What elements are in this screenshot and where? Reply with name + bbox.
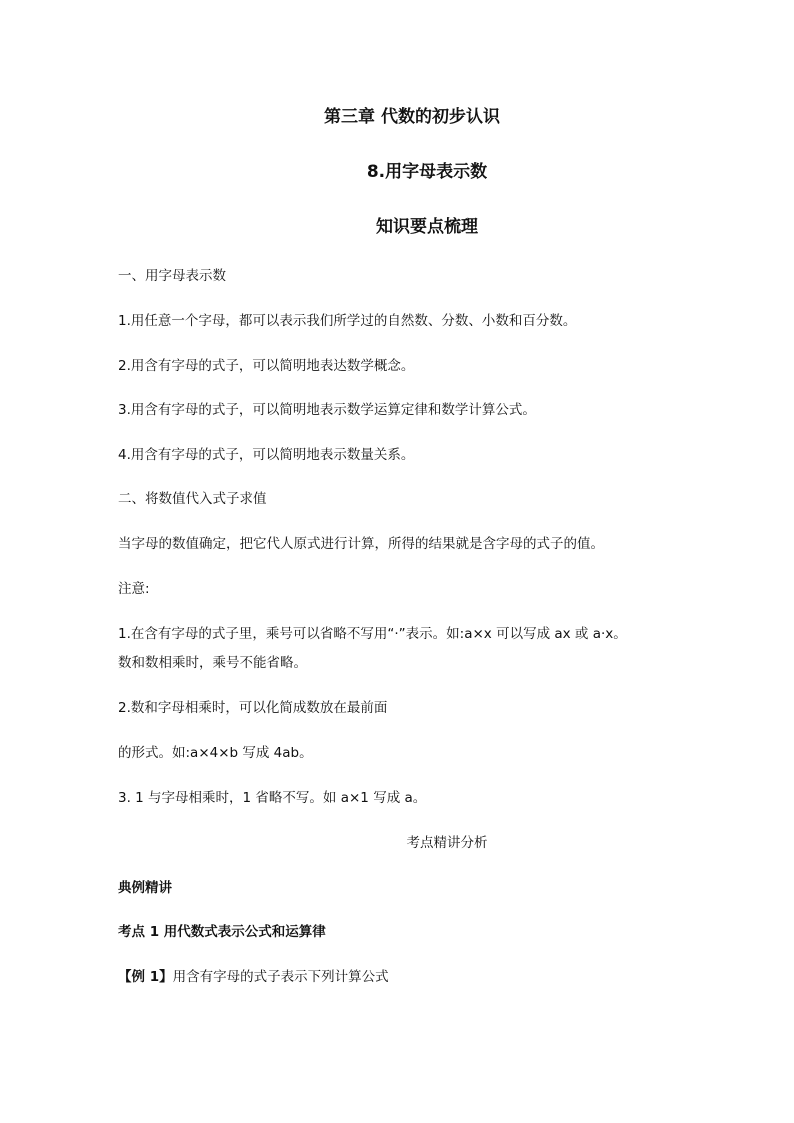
subsection-title: 知识要点梳理 [376,217,478,237]
part1-heading: 一、用字母表示数 [118,268,226,284]
example-1 [118,968,389,986]
part2-heading: 二、将数值代入式子求值 [118,491,267,507]
part1-item-2: 2.用含有字母的式子，可以简明地表达数学概念。 [118,358,415,374]
notes-label: 注意: [118,581,150,597]
part1-item-1: 1.用任意一个字母，都可以表示我们所学过的自然数、分数、小数和百分数。 [118,313,577,329]
example-1-text: 用含有字母的式子表示下列计算公式 [172,969,389,985]
knowledge-point-title: 考点 1 用代数式表示公式和运算律 [118,924,326,940]
example-section-heading: 典例精讲 [118,880,172,896]
part1-item-4: 4.用含有字母的式子，可以简明地表示数量关系。 [118,447,415,463]
analysis-title: 考点精讲分析 [406,835,488,851]
note-3: 3. 1 与字母相乘时，1 省略不写。如 a×1 写成 a。 [118,790,427,806]
section-title: 8.用字母表示数 [366,162,488,182]
part2-text: 当字母的数值确定，把它代人原式进行计算，所得的结果就是含字母的式子的值。 [118,536,604,552]
note-1-line-2: 数和数相乘时，乘号不能省略。 [118,655,307,671]
part1-item-3: 3.用含有字母的式子，可以简明地表示数学运算定律和数学计算公式。 [118,402,536,418]
note-2-line-1: 2.数和字母相乘时，可以化简成数放在最前面 [118,700,388,716]
note-2-line-2: 的形式。如:a×4×b 写成 4ab。 [118,745,313,761]
note-1-line-1: 1.在含有字母的式子里，乘号可以省略不写用“·”表示。如:a×x 可以写成 ax 或 a·x。 [118,626,627,642]
example-1-label: 【例 1】 [118,969,173,985]
chapter-title: 第三章 代数的初步认识 [324,107,500,127]
